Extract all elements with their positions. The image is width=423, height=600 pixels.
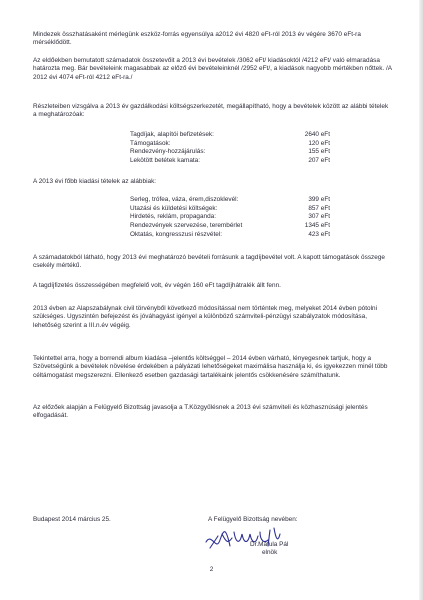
- paragraph-membership-fee: A számadatokból látható, hogy 2013 évi meghatározó bevételi forrásunk a tagdíjbevétel volt. A kapott támogatások összege csekély mértékű.: [33, 254, 385, 270]
- table-row: [130, 131, 330, 140]
- row-value: 307 eFt: [308, 213, 330, 221]
- date-line: Budapest 2014 március 25.: [33, 516, 111, 523]
- row-label: Rendezvény-hozzájárulás:: [130, 148, 206, 156]
- row-value: 120 eFt: [308, 139, 330, 147]
- paragraph-proposal: Az előzőek alapján a Felügyelő Bizottság javasolja a T.Közgyűlésnek a 2013 évi számviteli és közhasznúsági jelentés elfogadását.: [33, 404, 368, 420]
- row-value: 155 eFt: [308, 148, 330, 156]
- table-row: [130, 213, 330, 222]
- row-value: 857 eFt: [308, 204, 330, 212]
- row-value: 207 eFt: [308, 157, 330, 165]
- table-row: [130, 222, 330, 231]
- paragraph-expense-intro: A 2013 évi főbb kiadási tételek az alábbiak:: [33, 178, 157, 185]
- paragraph-statutes: 2013 évben az Alapszabálynak civil törvényből következő módosítással nem történtek meg, melyeket 2014 évben pótolni szükséges. Ugyszintén befejezést és jóváhagyást igényel a különböző számviteli-pénzügyi szabályzatok módosítása, lehetőség szerint a III.n.év végéig.: [33, 305, 378, 329]
- paragraph-income-intro: Részleteiben vizsgálva a 2013 év gazdálkodási költségszerkezetét, megállapítható, hogy a bevételek között az alábbi tételek a meghatározóak:: [33, 103, 389, 119]
- table-row: [130, 196, 330, 205]
- table-row: [130, 148, 330, 157]
- row-label: Tagdíjak, alapítói befizetések:: [130, 131, 214, 138]
- row-label: Lekötött betétek kamata:: [130, 157, 200, 165]
- table-row: [130, 205, 330, 214]
- row-label: Hirdetés, reklám, propaganda:: [130, 213, 216, 221]
- table-row: [130, 140, 330, 149]
- on-behalf-line: A Felügyelő Bizottság nevében:: [208, 516, 298, 523]
- page-number: 2: [209, 566, 214, 573]
- signer-role: elnök: [262, 549, 278, 556]
- income-table: [130, 131, 330, 166]
- signer-name: Dr.Matula Pál: [250, 541, 289, 548]
- table-row: [130, 157, 330, 166]
- paragraph-income-expense: Az eldőekben bemutatott számadatok összetevőit a 2013 évi bevételek /3062 eFt/ kiadásoktól /4212 eFt/ való elmaradása határozta meg. Bár bevételeink magasabbak az előző évi bevételeinknél /2952 eFt/, a kiadások nagyobb mértékben nőttek. /A 2012 évi 4074 eFt-ról 4212 eFt-ra./: [33, 57, 392, 81]
- row-label: Támogatások:: [130, 139, 171, 147]
- expense-table: [130, 196, 330, 239]
- paragraph-album: Tekintettel arra, hogy a borrendi album kiadása –jelentős költséggel – 2014 évben várható, lényegesnek tartjuk, hogy a Szövetségünk a bevételek növelése érdekében a pályázati lehetőségeket maximálisa használja ki, és igyekezzen minél több céltámogatást megszerezni. Ellenkező esetben gazdasági tartalékaink jelentős csökkenésére számíthatunk.: [33, 355, 388, 379]
- row-value: 1345 eFt: [304, 222, 330, 230]
- table-row: [130, 231, 330, 240]
- row-label: Rendezvények szervezése, terembérlet: [130, 222, 243, 230]
- scan-shadow-edge: [419, 0, 423, 600]
- row-label: Oktatás, kongresszusi részvétel:: [130, 230, 222, 238]
- row-value: 399 eFt: [308, 196, 330, 203]
- row-value: 2640 eFt: [304, 131, 330, 138]
- row-value: 423 eFt: [308, 230, 330, 238]
- row-label: Utazási és küldetési költségek:: [130, 204, 218, 212]
- paragraph-arrears: A tagdíjfizetés összességében megfelelő volt, év végén 160 eFt tagdíjhátralék állt fenn.: [33, 282, 281, 289]
- paragraph-balance: Mindezek összhatásaként mérlegünk eszköz-forrás egyensúlya a2012 évi 4820 eFt-ról 2013 év végére 3670 eFt-ra mérséklődött.: [33, 31, 361, 47]
- row-label: Serleg, trófea, váza, érem,diszoklevél:: [130, 196, 239, 203]
